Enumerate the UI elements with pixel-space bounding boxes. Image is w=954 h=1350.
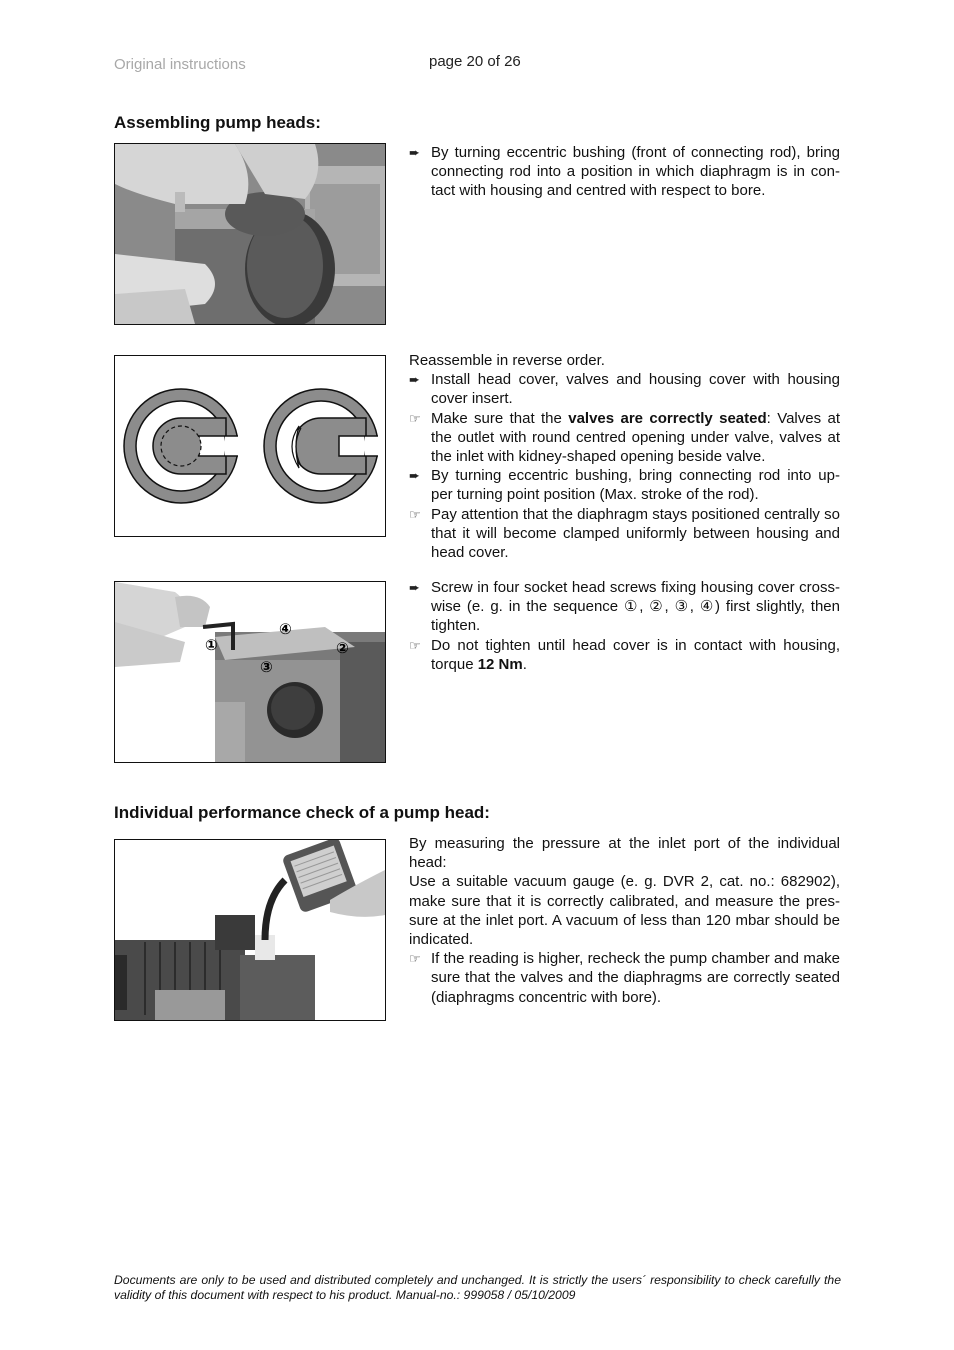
text-block-screws — [409, 578, 840, 674]
valve-outlet-diagram — [124, 389, 239, 503]
list-item-text: If the reading is higher, recheck the pump chamber and make sure that the valves and the diaphragms are correctly seated (diaphragms concentric with bore). — [431, 950, 840, 1006]
list-item — [409, 949, 840, 1007]
photo-vacuum-gauge-check — [114, 839, 386, 1021]
text-block-reassemble — [409, 351, 840, 562]
screw-label-2: ② — [336, 639, 349, 657]
text-block-performance-check — [409, 834, 840, 1007]
footer-disclaimer: Documents are only to be used and distributed completely and unchanged. It is strictly the users´ responsibility to check carefully the validity of this document with respect to his product. Manual-no.: 999058 / 05/10/2009 — [114, 1273, 841, 1302]
list-item-text: Make sure that the — [431, 409, 569, 427]
header-document-type: Original instructions — [114, 56, 246, 73]
list-item — [409, 143, 840, 201]
text-block-eccentric-bushing — [409, 143, 840, 201]
screw-label-1: ① — [205, 636, 218, 654]
pointing-hand-icon: ☞ — [409, 506, 421, 522]
arrow-icon: ➨ — [409, 468, 420, 484]
list-item — [409, 578, 840, 636]
list-item-text: Screw in four socket head screws fixing housing cover cross- wise (e. g. in the sequence ①, ②, ③, ④) first slightly, then tighten. — [431, 579, 840, 635]
arrow-icon: ➨ — [409, 580, 420, 595]
arrow-icon: ➨ — [409, 372, 420, 388]
paragraph-vacuum-gauge: Use a suitable vacuum gauge (e. g. DVR 2, cat. no.: 682902), make sure that it is correctly calibrated, and measure the pres- sure at the inlet port. A vacuum of less than 120 mbar should be indicated. — [409, 873, 840, 949]
list-item-text: : Valves at the outlet with round centred opening under valve, valves at the inlet with kidney-shaped opening beside valve. — [431, 409, 840, 466]
list-item-text: By turning eccentric bushing (front of connecting rod), bring connecting rod into a position in which diaphragm is in con- tact with housing and centred with respect to bore. — [431, 144, 840, 200]
photo-assembling-diaphragm — [114, 143, 386, 325]
diagram-valve-positions — [114, 355, 386, 537]
pointing-hand-icon: ☞ — [409, 951, 421, 967]
list-item-text: Pay attention that the diaphragm stays positioned centrally so that it will become clamped uniformly between housing and head cover. — [431, 505, 840, 562]
list-item-bold-text: valves are correctly seated — [568, 409, 767, 427]
photo-tightening-screws — [114, 581, 386, 763]
valve-inlet-diagram — [264, 389, 379, 503]
list-item-text: Install head cover, valves and housing cover with housing cover insert. — [431, 371, 840, 408]
list-item — [409, 409, 840, 467]
list-item-bold-text: 12 Nm — [477, 655, 523, 673]
page-number: page 20 of 26 — [429, 53, 521, 70]
list-item — [409, 636, 840, 674]
arrow-icon: ➨ — [409, 145, 420, 160]
screw-label-4: ④ — [279, 620, 292, 638]
list-item — [409, 370, 840, 408]
section-heading-performance-check: Individual performance check of a pump head: — [114, 803, 490, 822]
list-item — [409, 505, 840, 563]
screw-label-3: ③ — [260, 658, 273, 676]
paragraph-reassemble: Reassemble in reverse order. — [409, 352, 605, 369]
list-item-text: Do not tighten until head cover is in contact with housing, torque — [431, 636, 840, 673]
pointing-hand-icon: ☞ — [409, 410, 421, 426]
list-item-text: . — [522, 655, 527, 673]
list-item-text: By turning eccentric bushing, bring connecting rod into up- per turning point position (Max. stroke of the rod). — [431, 467, 840, 504]
paragraph-measuring: By measuring the pressure at the inlet port of the individual head: — [409, 835, 840, 872]
pointing-hand-icon: ☞ — [409, 637, 421, 653]
section-heading-assembling: Assembling pump heads: — [114, 113, 321, 132]
list-item — [409, 466, 840, 504]
